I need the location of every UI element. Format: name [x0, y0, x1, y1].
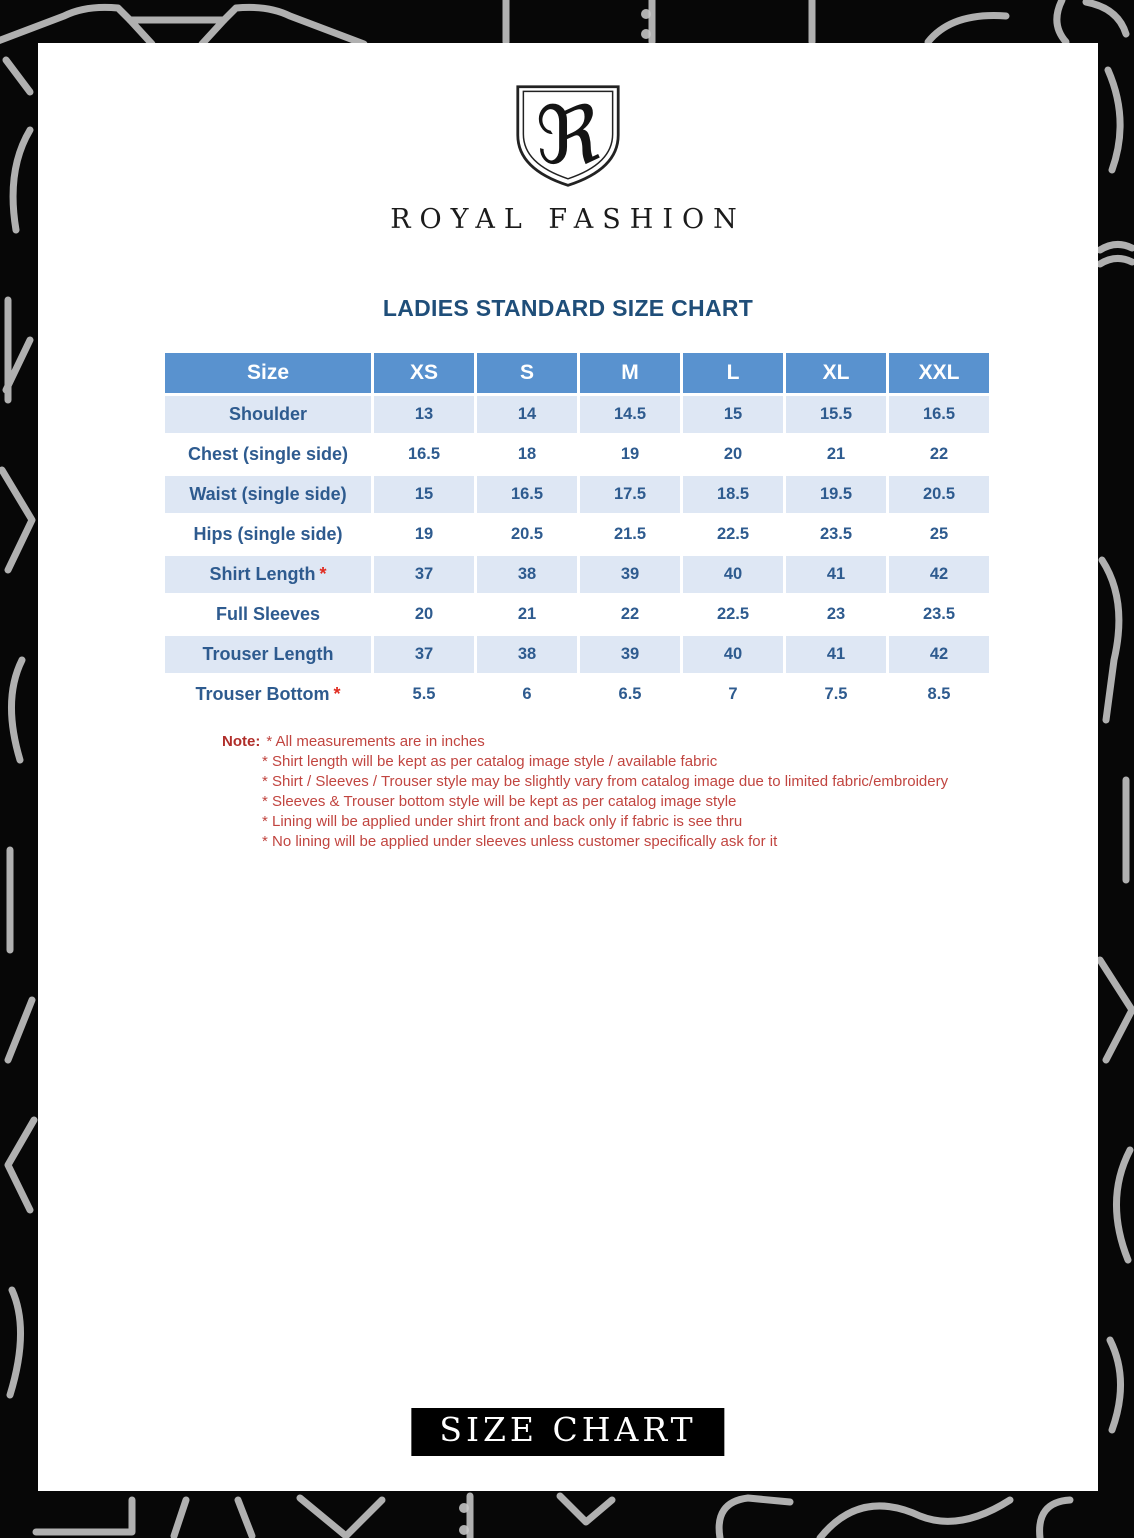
- column-header: XL: [786, 353, 886, 393]
- size-value: 20: [374, 596, 474, 633]
- column-header: XS: [374, 353, 474, 393]
- size-value: 14: [477, 396, 577, 433]
- table-row: [165, 396, 989, 433]
- notes-section: [222, 732, 1098, 852]
- size-value: 19: [580, 436, 680, 473]
- size-value: 39: [580, 636, 680, 673]
- table-row: [165, 556, 989, 593]
- table-row: [165, 676, 989, 713]
- size-value: 21: [786, 436, 886, 473]
- size-value: 40: [683, 636, 783, 673]
- table-row: [165, 596, 989, 633]
- size-value: 7: [683, 676, 783, 713]
- size-value: 6: [477, 676, 577, 713]
- size-value: 19: [374, 516, 474, 553]
- size-value: 41: [786, 636, 886, 673]
- table-row: [165, 476, 989, 513]
- size-value: 15: [683, 396, 783, 433]
- table-row: [165, 636, 989, 673]
- size-value: 19.5: [786, 476, 886, 513]
- note-item: * No lining will be applied under sleeves unless customer specifically ask for it: [262, 833, 778, 850]
- size-table: [162, 350, 992, 716]
- size-value: 22.5: [683, 516, 783, 553]
- size-value: 39: [580, 556, 680, 593]
- row-label: Chest (single side): [165, 436, 371, 473]
- column-header: L: [683, 353, 783, 393]
- size-value: 13: [374, 396, 474, 433]
- size-value: 42: [889, 636, 989, 673]
- size-table-header-row: [165, 353, 989, 393]
- size-value: 16.5: [374, 436, 474, 473]
- size-value: 20: [683, 436, 783, 473]
- size-value: 6.5: [580, 676, 680, 713]
- size-value: 22: [889, 436, 989, 473]
- size-value: 21: [477, 596, 577, 633]
- size-value: 38: [477, 636, 577, 673]
- table-row: [165, 436, 989, 473]
- size-value: 37: [374, 636, 474, 673]
- size-value: 23.5: [786, 516, 886, 553]
- size-value: 22: [580, 596, 680, 633]
- size-value: 23: [786, 596, 886, 633]
- required-star: *: [333, 684, 341, 704]
- brand-monogram: ℜ: [535, 88, 601, 182]
- row-label: Trouser Bottom *: [165, 676, 371, 713]
- column-header-size: Size: [165, 353, 371, 393]
- column-header: XXL: [889, 353, 989, 393]
- size-value: 20.5: [477, 516, 577, 553]
- brand-logo: [38, 43, 1098, 235]
- size-value: 16.5: [889, 396, 989, 433]
- notes-label: Note:: [222, 733, 261, 750]
- size-table-body: [165, 396, 989, 713]
- row-label: Shirt Length *: [165, 556, 371, 593]
- size-value: 41: [786, 556, 886, 593]
- size-value: 8.5: [889, 676, 989, 713]
- row-label: Shoulder: [165, 396, 371, 433]
- size-value: 42: [889, 556, 989, 593]
- required-star: *: [319, 564, 327, 584]
- size-value: 5.5: [374, 676, 474, 713]
- column-header: S: [477, 353, 577, 393]
- note-item: * Shirt / Sleeves / Trouser style may be slightly vary from catalog image due to limited fabric/embroidery: [262, 773, 949, 790]
- table-row: [165, 516, 989, 553]
- note-first-item: * All measurements are in inches: [266, 733, 485, 750]
- row-label: Trouser Length: [165, 636, 371, 673]
- row-label: Full Sleeves: [165, 596, 371, 633]
- size-value: 15: [374, 476, 474, 513]
- page-title: LADIES STANDARD SIZE CHART: [382, 295, 754, 321]
- row-label: Hips (single side): [165, 516, 371, 553]
- size-value: 7.5: [786, 676, 886, 713]
- size-value: 15.5: [786, 396, 886, 433]
- row-label: Waist (single side): [165, 476, 371, 513]
- size-value: 14.5: [580, 396, 680, 433]
- size-chart-banner: SIZE CHART: [411, 1408, 724, 1456]
- notes-list: [222, 752, 1098, 852]
- size-value: 18.5: [683, 476, 783, 513]
- document-panel: [38, 43, 1098, 1491]
- size-value: 17.5: [580, 476, 680, 513]
- size-value: 37: [374, 556, 474, 593]
- size-value: 16.5: [477, 476, 577, 513]
- size-value: 21.5: [580, 516, 680, 553]
- size-value: 25: [889, 516, 989, 553]
- size-value: 23.5: [889, 596, 989, 633]
- note-item: * Shirt length will be kept as per catalog image style / available fabric: [262, 753, 718, 770]
- size-value: 40: [683, 556, 783, 593]
- column-header: M: [580, 353, 680, 393]
- brand-name: ROYAL FASHION: [390, 204, 746, 235]
- size-value: 20.5: [889, 476, 989, 513]
- note-item: * Sleeves & Trouser bottom style will be kept as per catalog image style: [262, 793, 737, 810]
- note-head: [222, 732, 1098, 752]
- shield-monogram-icon: [512, 83, 624, 189]
- size-value: 38: [477, 556, 577, 593]
- note-item: * Lining will be applied under shirt front and back only if fabric is see thru: [262, 813, 743, 830]
- size-value: 22.5: [683, 596, 783, 633]
- size-value: 18: [477, 436, 577, 473]
